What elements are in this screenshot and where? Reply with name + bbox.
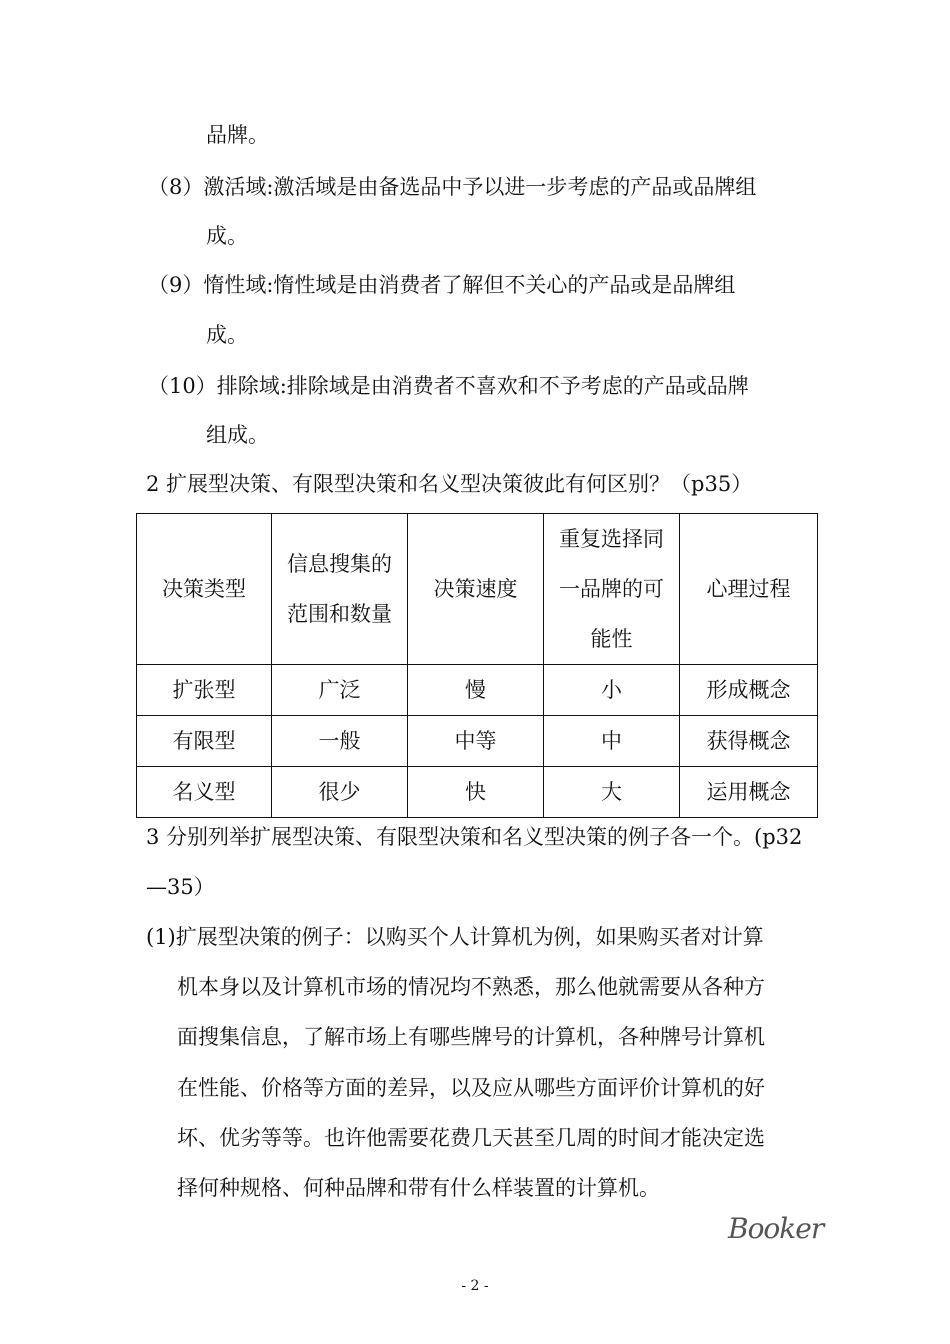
table-cell: 获得概念: [680, 716, 818, 767]
text-line: 坏、优劣等等。也许他需要花费几天甚至几周的时间才能决定选: [177, 1126, 765, 1150]
table-cell: 形成概念: [680, 665, 818, 716]
question-heading: 2 扩展型决策、有限型决策和名义型决策彼此有何区别？（p35）: [146, 472, 753, 496]
text-line: —35）: [146, 875, 215, 899]
text-line: （8）激活域:激活域是由备选品中予以进一步考虑的产品或品牌组: [148, 175, 757, 199]
table-row: [137, 767, 818, 818]
text-line: 机本身以及计算机市场的情况均不熟悉，那么他就需要从各种方: [177, 975, 765, 999]
table-row: [137, 665, 818, 716]
table-cell: 扩张型: [137, 665, 272, 716]
text-line: 面搜集信息，了解市场上有哪些牌号的计算机，各种牌号计算机: [177, 1025, 765, 1049]
decision-comparison-table: [136, 513, 818, 818]
text-line: 择何种规格、何种品牌和带有什么样装置的计算机。: [177, 1176, 660, 1200]
table-cell: 快: [408, 767, 544, 818]
table-cell: 广泛: [272, 665, 408, 716]
header-cell: 心理过程: [680, 514, 818, 665]
table-cell: 有限型: [137, 716, 272, 767]
text-line: （10）排除域:排除域是由消费者不喜欢和不予考虑的产品或品牌: [148, 374, 749, 398]
header-cell: 决策速度: [408, 514, 544, 665]
text-line: 组成。: [206, 423, 269, 447]
header-cell: 决策类型: [137, 514, 272, 665]
table-cell: 慢: [408, 665, 544, 716]
table-row: [137, 716, 818, 767]
table-cell: 中等: [408, 716, 544, 767]
table-cell: 运用概念: [680, 767, 818, 818]
signature: Booker: [728, 1212, 824, 1245]
table-cell: 小: [544, 665, 680, 716]
question-heading: 3 分别列举扩展型决策、有限型决策和名义型决策的例子各一个。(p32: [146, 825, 803, 849]
text-line: (1)扩展型决策的例子：以购买个人计算机为例，如果购买者对计算: [146, 925, 764, 949]
table-cell: 中: [544, 716, 680, 767]
text-line: 成。: [206, 224, 248, 248]
table-cell: 大: [544, 767, 680, 818]
table-cell: 一般: [272, 716, 408, 767]
table-header-row: [137, 514, 818, 665]
header-cell: 重复选择同 一品牌的可 能性: [544, 514, 680, 665]
text-line: 品牌。: [206, 123, 269, 147]
text-line: 成。: [206, 323, 248, 347]
text-line: （9）惰性域:惰性域是由消费者了解但不关心的产品或是品牌组: [148, 273, 736, 297]
text-line: 在性能、价格等方面的差异，以及应从哪些方面评价计算机的好: [177, 1076, 765, 1100]
table-cell: 名义型: [137, 767, 272, 818]
table-cell: 很少: [272, 767, 408, 818]
header-cell: 信息搜集的 范围和数量: [272, 514, 408, 665]
page-number: - 2 -: [461, 1278, 489, 1294]
